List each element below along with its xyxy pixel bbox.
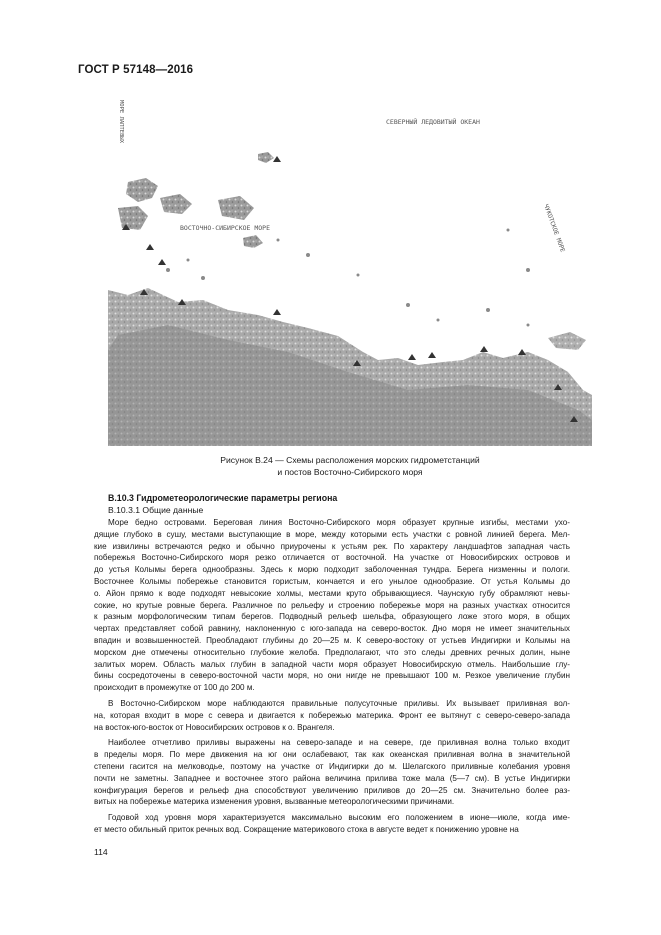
text-line: чертах представляет собой равнину, наклоненную с юго-запада на северо-восток. Дно моря не имеет значительных [94,624,570,634]
text-line: кие извилины встречаются редко и обычно приурочены к устьям рек. По характеру ландшафтов западная часть [94,541,570,551]
text-line: Наиболее отчетливо приливы выражены на северо-западе и на севере, где приливная волна только входит [108,738,570,748]
text-line: конфигурация берегов и рельеф дна способствуют увеличению приливов до 20—25 см. Значительно более раз- [94,785,570,795]
map-label-laptev: МОРЕ ЛАПТЕВЫХ [118,100,124,144]
text-line: степени гасится на мелководье, поэтому на участке от Индигирки до м. Шелагского приливные колебания уровня [94,761,570,771]
island-group-west [126,178,158,202]
page-number: 114 [94,847,108,857]
text-line: Восточнее Колымы побережье становится гористым, кончается и его унылое однообразие. От устья Колымы до [94,576,570,586]
text-line: морском дне отмечены относительно глубокие желоба. Предполагают, что это следы древних речных долин, ныне [94,647,570,657]
map-graphic [108,90,592,446]
body-text [94,517,570,840]
map-label-ocean: СЕВЕРНЫЙ ЛЕДОВИТЫЙ ОКЕАН [386,118,480,126]
island-wrangel [548,332,586,350]
text-line: витых на побережье материка изменения уровня, вызванные метеорологическими причинами. [94,797,455,807]
subsection-heading: В.10.3.1 Общие данные [108,505,204,515]
text-line: на, которая входит в море с севера и двигается к побережью материка. Фронт ее вытянут с северо-северо-запада [94,710,570,720]
text-line: залитых морем. Область малых глубин в западной части моря образует Новосибирскую отмель. Наибольшие глу- [94,659,570,669]
text-line: Годовой ход уровня моря характеризуется максимально высоким его положением в июне—июле, когда име- [108,813,570,823]
paragraph [94,698,570,733]
text-line: почти не заметны. Западнее и восточнее этого района величина прилива тоже мала (5—7 см). В устье Индигирки [94,773,570,783]
text-line: на восток-юго-восток от Новосибирских островов к о. Врангеля. [94,722,335,732]
paragraph [94,517,570,694]
text-line: ет место обильный приток речных вод. Сокращение материкового стока в августе ведет к понижению уровне на [94,824,519,834]
text-line: происходит в промежутке от 100 до 200 м. [94,683,255,693]
island-bennett [258,152,274,163]
text-line: дящие глубоко в сушу, местами выступающие в море, между которыми есть участки с ровной линией берега. Мел- [94,529,570,539]
map-figure [108,90,592,446]
text-line: В Восточно-Сибирском море наблюдаются правильные полусуточные приливы. Их вызывает приливная вол- [108,698,570,708]
text-line: Море бедно островами. Береговая линия Восточно-Сибирского моря образует крупные изгибы, местами ухо- [108,518,570,527]
text-line: к разным морфологическим типам берегов. Подводный рельеф шельфа, образующего ложе этого моря, в общих [94,612,570,622]
island-faddeevsky [160,194,192,214]
caption-line-1: Рисунок В.24 — Схемы расположения морских гидрометстанций [220,455,480,465]
text-line: впадин и возвышенностей. Преобладают глубины до 20—25 м. К северо-востоку от устьев Индигирки и Колымы на [94,635,570,645]
map-label-chukchi: ЧУКОТСКОЕ МОРЕ [542,203,566,254]
text-line: до устья Колымы берега однообразны. Здесь к морю подходит заболоченная тундра. Берега низменны и пологи. [94,565,570,575]
text-line: в пределы моря. По мере движения на юг они ослабевают, так как океанская приливная волна в значительной [94,750,570,760]
text-line: о. Айон прямо к воде подходят невысокие холмы, местами круто обрывающиеся. Чаунскую губу обрамляют невы- [94,588,570,598]
text-line: сокие, но крутые ровные берега. Различное по рельефу и строению побережье моря на разных участках относится [94,600,570,610]
document-header: ГОСТ Р 57148—2016 [78,64,194,76]
caption-line-2: и постов Восточно-Сибирского моря [277,466,423,477]
text-line: побережья Восточно-Сибирского моря резко отличается от восточной. На участке от Новосибирских островов и [94,553,570,563]
text-line: бины сосредоточены в северо-восточной части моря, но они нигде не превышают 100 м. Резкое увеличение глубин [94,671,570,681]
island-bear [243,235,263,248]
section-heading: В.10.3 Гидрометеорологические параметры региона [108,493,338,503]
paragraph [94,812,570,836]
paragraph [94,737,570,808]
figure-caption [108,455,592,478]
island-new-siberia [218,196,254,220]
map-label-sea: ВОСТОЧНО-СИБИРСКОЕ МОРЕ [180,224,271,232]
island-kotelny [118,206,148,230]
